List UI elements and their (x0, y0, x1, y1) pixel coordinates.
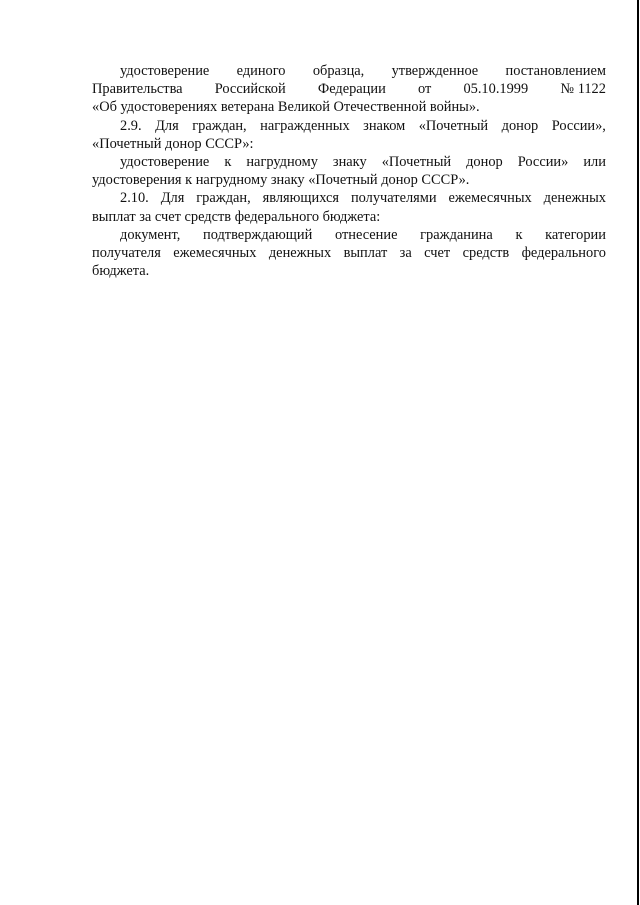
word: знаком (363, 117, 406, 134)
scan-edge-border (637, 0, 639, 905)
word: получателями (350, 190, 437, 207)
word: ежемесячных (173, 245, 257, 262)
word: 2.10. (120, 190, 149, 207)
paragraph-certificate-veteran (92, 62, 606, 117)
word: удостоверение (120, 63, 210, 79)
text-line (92, 226, 606, 244)
word: являющихся (262, 190, 340, 207)
word: нагрудному (246, 154, 318, 171)
paragraph-monthly-payment-recipients (92, 189, 606, 225)
word: Российской (214, 81, 286, 98)
word: России», (551, 117, 606, 134)
word: отнесение (334, 226, 398, 243)
word: к (224, 154, 232, 171)
document-body (92, 62, 606, 280)
text-line: удостоверения к нагрудному знаку «Почетный донор СССР». (92, 172, 470, 189)
word: № 1122 (560, 81, 606, 98)
text-line (92, 80, 606, 98)
word: Для (155, 117, 179, 134)
word: единого (236, 63, 286, 79)
word: 05.10.1999 (463, 81, 529, 98)
text-line: бюджета. (92, 263, 150, 280)
word: денежных (268, 245, 332, 262)
text-line: выплат за счет средств федерального бюджета: (92, 208, 381, 225)
word: документ, (120, 226, 181, 243)
word: Для (160, 190, 185, 207)
word: выплат (343, 245, 388, 262)
word: гражданина (420, 226, 493, 243)
word: России» (517, 154, 569, 171)
word: от (417, 81, 432, 98)
paragraph-donor-certificate (92, 153, 606, 189)
paragraph-category-document (92, 226, 606, 281)
word: ежемесячных (448, 190, 532, 207)
word: или (583, 154, 606, 171)
paragraph-donor-badge-holders (92, 117, 606, 153)
word: федерального (521, 245, 606, 262)
word: донор (501, 117, 539, 134)
word: 2.9. (120, 117, 142, 134)
word: подтверждающий (203, 226, 313, 243)
word: постановлением (505, 63, 606, 79)
word: Федерации (317, 81, 386, 98)
text-line: «Об удостоверениях ветерана Великой Отечественной войны». (92, 99, 480, 116)
word: получателя (92, 245, 161, 262)
word: «Почетный (418, 117, 489, 134)
word: утвержденное (391, 63, 479, 79)
word: Правительства (92, 81, 183, 98)
word: к (515, 226, 523, 243)
word: награжденных (260, 117, 350, 134)
text-line (92, 62, 606, 80)
word: удостоверение (120, 154, 210, 171)
word: донор (466, 154, 503, 171)
word: «Почетный (381, 154, 452, 171)
text-line (92, 117, 606, 135)
text-line (92, 153, 606, 171)
word: граждан, (192, 117, 247, 134)
word: граждан, (196, 190, 251, 207)
word: категории (545, 226, 606, 243)
word: средств (462, 245, 510, 262)
text-line: «Почетный донор СССР»: (92, 135, 254, 152)
word: денежных (543, 190, 606, 207)
word: за (399, 245, 412, 262)
word: образца, (312, 63, 365, 79)
word: знаку (332, 154, 367, 171)
text-line (92, 189, 606, 207)
text-line (92, 244, 606, 262)
word: счет (424, 245, 451, 262)
